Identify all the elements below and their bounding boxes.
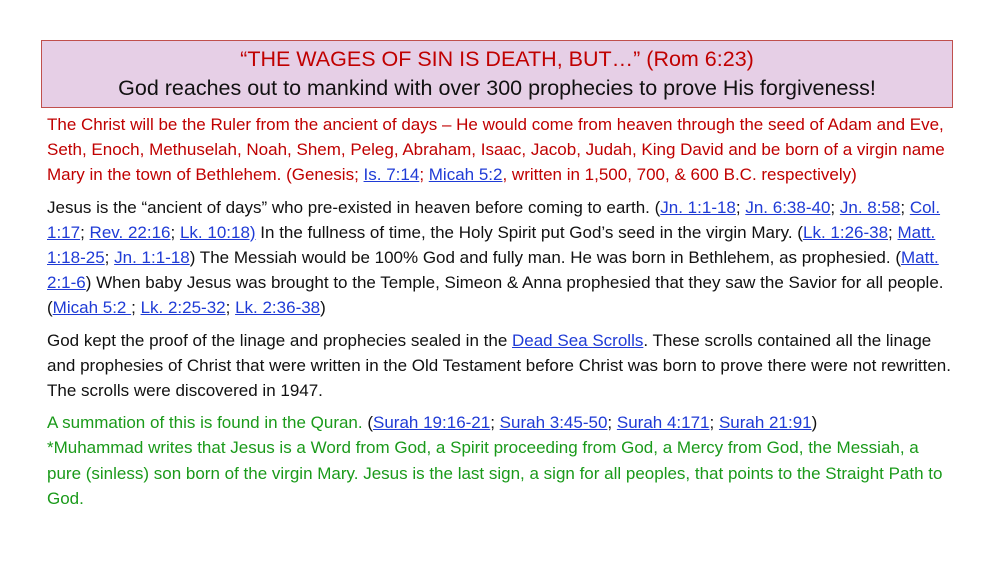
paren: ) <box>811 413 818 433</box>
link-surah-3-45-50[interactable]: Surah 3:45-50 <box>499 413 608 433</box>
separator: ; <box>830 197 840 217</box>
link-jn-8-58[interactable]: Jn. 8:58 <box>839 197 901 217</box>
separator: ; <box>490 413 500 433</box>
separator: ; <box>225 298 236 318</box>
text: A summation of this is found in the Quran. <box>47 413 368 433</box>
link-rev-22-16[interactable]: Rev. 22:16 <box>89 222 171 242</box>
separator: ; <box>607 413 617 433</box>
link-matt-2-1-6[interactable]: Matt. 2:1-6 <box>47 248 939 293</box>
text: . These scrolls contained all the linage and prophesies of Christ that were written in the Old Testament before Christ was born to prove there were not rewritten. The scrolls were discovered in 1947. <box>47 330 951 401</box>
title-line-1: “THE WAGES OF SIN IS DEATH, BUT…” (Rom 6:23) <box>240 47 754 71</box>
text: ) When baby Jesus was brought to the Temple, Simeon & Anna prophesied that they saw the Savior for all people. ( <box>47 273 944 318</box>
text: God kept the proof of the linage and prophecies sealed in the <box>47 330 512 350</box>
link-jn-6-38-40[interactable]: Jn. 6:38-40 <box>745 197 831 217</box>
link-lk-2-25-32[interactable]: Lk. 2:25-32 <box>140 298 226 318</box>
link-dead-sea-scrolls[interactable]: Dead Sea Scrolls <box>512 330 644 350</box>
paragraph-ancient-of-days <box>47 195 952 321</box>
link-matt-1-18-25[interactable]: Matt. 1:18-25 <box>47 222 936 268</box>
text: Jesus is the “ancient of days” who pre-existed in heaven before coming to earth. ( <box>47 197 661 217</box>
body-content <box>47 112 952 518</box>
link-isaiah[interactable]: Is. 7:14 <box>363 165 420 185</box>
title-line-2: God reaches out to mankind with over 300 prophecies to prove His forgiveness! <box>118 76 876 100</box>
text: In the fullness of time, the Holy Spirit put God’s seed in the virgin Mary. ( <box>255 222 803 242</box>
link-surah-21-91[interactable]: Surah 21:91 <box>718 413 812 433</box>
link-lk-10-18[interactable]: Lk. 10:18) <box>179 222 256 242</box>
text: *Muhammad writes that Jesus is a Word from God, a Spirit proceeding from God, a Mercy from God, the Messiah, a pure (sinless) son born of the virgin Mary. Jesus is the last sign, a sign for all peoples, that points to the Straight Path to God. <box>47 438 943 508</box>
text: ) <box>320 298 326 318</box>
separator: ; <box>709 413 719 433</box>
separator: ; <box>104 248 115 268</box>
title-box <box>41 40 953 108</box>
separator: ; <box>735 197 746 217</box>
separator: ; <box>900 197 910 217</box>
paragraph-dead-sea-scrolls <box>47 328 952 404</box>
link-micah[interactable]: Micah 5:2 <box>428 165 503 185</box>
text: , written in 1,500, 700, & 600 B.C. respectively) <box>502 165 857 185</box>
separator: ; <box>419 165 429 185</box>
link-surah-19-16-21[interactable]: Surah 19:16-21 <box>373 413 491 433</box>
link-micah-5-2[interactable]: Micah 5:2 <box>52 298 132 318</box>
link-surah-4-171[interactable]: Surah 4:171 <box>616 413 710 433</box>
text: ) The Messiah would be 100% God and fully man. He was born in Bethlehem, as prophesied. ( <box>189 248 901 268</box>
paren: ( <box>367 413 374 433</box>
separator: ; <box>131 298 141 318</box>
separator: ; <box>80 222 90 242</box>
paragraph-quran <box>47 410 952 511</box>
separator: ; <box>170 222 180 242</box>
link-col-1-17[interactable]: Col. 1:17 <box>47 197 941 242</box>
separator: ; <box>888 222 898 242</box>
text: The Christ will be the Ruler from the ancient of days – He would come from heaven through the seed of Adam and Eve, Seth, Enoch, Methuselah, Noah, Shem, Peleg, Abraham, Isaac, Jacob, Judah, King David and be born of a virgin name Mary in the town of Bethlehem. (Genesis; <box>47 115 945 185</box>
paragraph-christ-ruler <box>47 112 952 188</box>
link-jn-1-1-18-b[interactable]: Jn. 1:1-18 <box>114 248 190 268</box>
link-jn-1-1-18[interactable]: Jn. 1:1-18 <box>660 197 736 217</box>
link-lk-2-36-38[interactable]: Lk. 2:36-38 <box>235 298 321 318</box>
link-lk-1-26-38[interactable]: Lk. 1:26-38 <box>802 222 889 242</box>
